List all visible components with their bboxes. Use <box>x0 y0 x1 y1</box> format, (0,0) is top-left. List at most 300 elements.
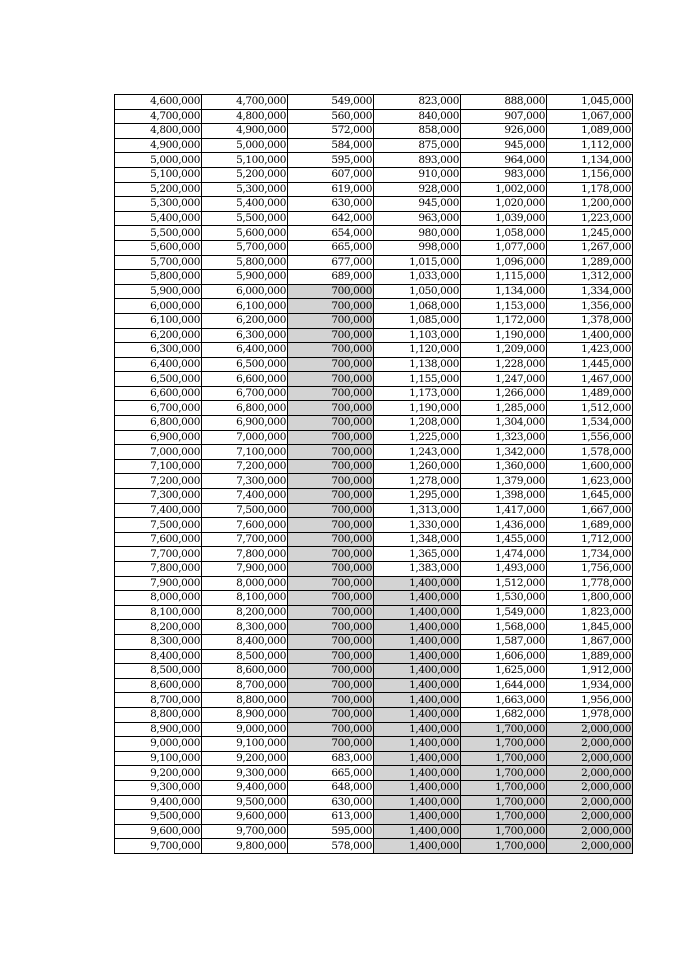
table-cell: 2,000,000 <box>547 810 633 825</box>
table-cell: 8,500,000 <box>202 649 288 664</box>
table-cell: 1,243,000 <box>374 445 461 460</box>
table-cell: 6,600,000 <box>202 372 288 387</box>
table-cell: 1,400,000 <box>374 707 461 722</box>
table-cell: 2,000,000 <box>547 795 633 810</box>
table-cell: 1,700,000 <box>461 722 547 737</box>
table-cell: 700,000 <box>288 299 374 314</box>
table-cell: 8,000,000 <box>202 576 288 591</box>
table-cell: 7,000,000 <box>115 445 202 460</box>
table-row <box>115 722 633 737</box>
table-cell: 1,778,000 <box>547 576 633 591</box>
table-cell: 1,445,000 <box>547 357 633 372</box>
table-cell: 1,378,000 <box>547 313 633 328</box>
table-cell: 700,000 <box>288 620 374 635</box>
table-row <box>115 343 633 358</box>
table-cell: 6,400,000 <box>115 357 202 372</box>
table-cell: 8,500,000 <box>115 664 202 679</box>
table-cell: 700,000 <box>288 445 374 460</box>
table-cell: 5,600,000 <box>202 226 288 241</box>
table-cell: 1,089,000 <box>547 124 633 139</box>
table-cell: 1,512,000 <box>547 401 633 416</box>
table-cell: 6,200,000 <box>202 313 288 328</box>
table-cell: 648,000 <box>288 780 374 795</box>
table-cell: 595,000 <box>288 153 374 168</box>
table-cell: 9,000,000 <box>202 722 288 737</box>
table-cell: 7,500,000 <box>202 503 288 518</box>
table-cell: 642,000 <box>288 211 374 226</box>
table-cell: 4,700,000 <box>202 95 288 110</box>
table-cell: 5,500,000 <box>202 211 288 226</box>
table-cell: 1,912,000 <box>547 664 633 679</box>
table-cell: 700,000 <box>288 416 374 431</box>
table-cell: 1,400,000 <box>374 591 461 606</box>
table-cell: 1,323,000 <box>461 430 547 445</box>
table-cell: 1,379,000 <box>461 474 547 489</box>
table-row <box>115 299 633 314</box>
table-cell: 654,000 <box>288 226 374 241</box>
table-row <box>115 489 633 504</box>
table-cell: 1,489,000 <box>547 386 633 401</box>
table-row <box>115 532 633 547</box>
table-cell: 700,000 <box>288 459 374 474</box>
table-cell: 1,400,000 <box>374 576 461 591</box>
table-cell: 8,600,000 <box>115 678 202 693</box>
table-cell: 1,400,000 <box>374 824 461 839</box>
table-cell: 700,000 <box>288 693 374 708</box>
table-cell: 1,978,000 <box>547 707 633 722</box>
table-cell: 1,348,000 <box>374 532 461 547</box>
table-cell: 5,700,000 <box>202 240 288 255</box>
table-row <box>115 795 633 810</box>
table-row <box>115 197 633 212</box>
table-cell: 9,400,000 <box>202 780 288 795</box>
table-cell: 1,304,000 <box>461 416 547 431</box>
table-cell: 1,625,000 <box>461 664 547 679</box>
table-cell: 1,050,000 <box>374 284 461 299</box>
table-cell: 5,300,000 <box>115 197 202 212</box>
table-row <box>115 270 633 285</box>
table-cell: 700,000 <box>288 357 374 372</box>
table-cell: 1,400,000 <box>374 795 461 810</box>
table-cell: 8,000,000 <box>115 591 202 606</box>
table-cell: 1,623,000 <box>547 474 633 489</box>
table-cell: 998,000 <box>374 240 461 255</box>
table-cell: 8,700,000 <box>115 693 202 708</box>
table-cell: 1,190,000 <box>374 401 461 416</box>
table-cell: 1,172,000 <box>461 313 547 328</box>
table-cell: 1,400,000 <box>374 605 461 620</box>
table-cell: 8,700,000 <box>202 678 288 693</box>
table-cell: 1,667,000 <box>547 503 633 518</box>
table-cell: 1,956,000 <box>547 693 633 708</box>
table-cell: 6,600,000 <box>115 386 202 401</box>
table-cell: 1,689,000 <box>547 518 633 533</box>
table-cell: 6,100,000 <box>202 299 288 314</box>
table-row <box>115 707 633 722</box>
table-cell: 1,313,000 <box>374 503 461 518</box>
table-cell: 7,200,000 <box>202 459 288 474</box>
table-cell: 1,134,000 <box>461 284 547 299</box>
table-cell: 945,000 <box>461 138 547 153</box>
table-cell: 1,360,000 <box>461 459 547 474</box>
table-row <box>115 605 633 620</box>
table-row <box>115 401 633 416</box>
table-row <box>115 416 633 431</box>
table-cell: 1,400,000 <box>374 751 461 766</box>
table-cell: 1,467,000 <box>547 372 633 387</box>
table-row <box>115 780 633 795</box>
table-cell: 1,682,000 <box>461 707 547 722</box>
table-cell: 700,000 <box>288 518 374 533</box>
table-cell: 619,000 <box>288 182 374 197</box>
table-cell: 1,644,000 <box>461 678 547 693</box>
table-cell: 7,800,000 <box>202 547 288 562</box>
table-cell: 9,500,000 <box>202 795 288 810</box>
table-cell: 1,400,000 <box>374 620 461 635</box>
table-cell: 1,085,000 <box>374 313 461 328</box>
table-cell: 1,845,000 <box>547 620 633 635</box>
table-cell: 1,734,000 <box>547 547 633 562</box>
table-cell: 7,600,000 <box>115 532 202 547</box>
table-cell: 1,493,000 <box>461 562 547 577</box>
table-cell: 1,606,000 <box>461 649 547 664</box>
table-cell: 1,103,000 <box>374 328 461 343</box>
table-cell: 6,500,000 <box>115 372 202 387</box>
table-cell: 1,115,000 <box>461 270 547 285</box>
table-cell: 1,400,000 <box>374 737 461 752</box>
table-cell: 630,000 <box>288 197 374 212</box>
table-cell: 6,500,000 <box>202 357 288 372</box>
table-cell: 1,285,000 <box>461 401 547 416</box>
table-cell: 1,400,000 <box>374 839 461 854</box>
table-row <box>115 693 633 708</box>
table-cell: 683,000 <box>288 751 374 766</box>
table-cell: 6,400,000 <box>202 343 288 358</box>
table-cell: 8,800,000 <box>202 693 288 708</box>
table-cell: 5,200,000 <box>115 182 202 197</box>
table-cell: 8,100,000 <box>115 605 202 620</box>
table-row <box>115 766 633 781</box>
table-row <box>115 386 633 401</box>
table-cell: 700,000 <box>288 532 374 547</box>
table-cell: 1,512,000 <box>461 576 547 591</box>
table-cell: 700,000 <box>288 707 374 722</box>
table-cell: 572,000 <box>288 124 374 139</box>
table-cell: 8,200,000 <box>202 605 288 620</box>
table-cell: 1,823,000 <box>547 605 633 620</box>
table-cell: 7,700,000 <box>202 532 288 547</box>
table-row <box>115 664 633 679</box>
table-cell: 980,000 <box>374 226 461 241</box>
table-row <box>115 313 633 328</box>
table-cell: 1,578,000 <box>547 445 633 460</box>
table-cell: 1,020,000 <box>461 197 547 212</box>
table-row <box>115 503 633 518</box>
table-cell: 5,800,000 <box>202 255 288 270</box>
table-cell: 893,000 <box>374 153 461 168</box>
table-cell: 8,900,000 <box>202 707 288 722</box>
table-cell: 8,200,000 <box>115 620 202 635</box>
table-cell: 7,900,000 <box>115 576 202 591</box>
table-row <box>115 839 633 854</box>
table-cell: 6,900,000 <box>115 430 202 445</box>
table-row <box>115 824 633 839</box>
table-cell: 1,015,000 <box>374 255 461 270</box>
table-cell: 1,330,000 <box>374 518 461 533</box>
table-row <box>115 678 633 693</box>
table-cell: 1,549,000 <box>461 605 547 620</box>
table-cell: 1,534,000 <box>547 416 633 431</box>
table-cell: 5,100,000 <box>202 153 288 168</box>
table-cell: 5,600,000 <box>115 240 202 255</box>
table-cell: 6,800,000 <box>115 416 202 431</box>
table-cell: 1,700,000 <box>461 810 547 825</box>
table-cell: 7,100,000 <box>202 445 288 460</box>
table-cell: 1,417,000 <box>461 503 547 518</box>
table-cell: 1,068,000 <box>374 299 461 314</box>
table-cell: 700,000 <box>288 634 374 649</box>
table-row <box>115 153 633 168</box>
table-cell: 700,000 <box>288 343 374 358</box>
table-cell: 1,556,000 <box>547 430 633 445</box>
table-row <box>115 620 633 635</box>
table-cell: 5,900,000 <box>115 284 202 299</box>
table-cell: 700,000 <box>288 386 374 401</box>
table-cell: 6,100,000 <box>115 313 202 328</box>
table-cell: 9,100,000 <box>202 737 288 752</box>
table-cell: 9,800,000 <box>202 839 288 854</box>
table-row <box>115 109 633 124</box>
table-cell: 1,200,000 <box>547 197 633 212</box>
table-cell: 1,312,000 <box>547 270 633 285</box>
table-cell: 700,000 <box>288 664 374 679</box>
table-cell: 630,000 <box>288 795 374 810</box>
table-cell: 963,000 <box>374 211 461 226</box>
table-cell: 1,120,000 <box>374 343 461 358</box>
table-cell: 6,700,000 <box>202 386 288 401</box>
table-cell: 2,000,000 <box>547 824 633 839</box>
table-cell: 1,568,000 <box>461 620 547 635</box>
table-cell: 7,300,000 <box>202 474 288 489</box>
table-cell: 700,000 <box>288 722 374 737</box>
table-row <box>115 737 633 752</box>
table-cell: 7,200,000 <box>115 474 202 489</box>
table-row <box>115 357 633 372</box>
table-row <box>115 562 633 577</box>
table-cell: 6,000,000 <box>202 284 288 299</box>
table-row <box>115 284 633 299</box>
table-row <box>115 255 633 270</box>
table-cell: 5,100,000 <box>115 167 202 182</box>
table-cell: 560,000 <box>288 109 374 124</box>
table-row <box>115 810 633 825</box>
table-cell: 2,000,000 <box>547 722 633 737</box>
table-cell: 1,155,000 <box>374 372 461 387</box>
table-cell: 7,400,000 <box>202 489 288 504</box>
table-cell: 700,000 <box>288 313 374 328</box>
table-row <box>115 547 633 562</box>
table-cell: 5,500,000 <box>115 226 202 241</box>
table-cell: 7,800,000 <box>115 562 202 577</box>
table-row <box>115 751 633 766</box>
table-cell: 5,400,000 <box>115 211 202 226</box>
table-cell: 700,000 <box>288 328 374 343</box>
table-cell: 1,173,000 <box>374 386 461 401</box>
table-cell: 1,400,000 <box>374 678 461 693</box>
table-cell: 1,225,000 <box>374 430 461 445</box>
table-cell: 928,000 <box>374 182 461 197</box>
table-cell: 9,500,000 <box>115 810 202 825</box>
table-cell: 1,267,000 <box>547 240 633 255</box>
table-cell: 677,000 <box>288 255 374 270</box>
table-cell: 9,100,000 <box>115 751 202 766</box>
table-cell: 8,800,000 <box>115 707 202 722</box>
table-cell: 1,342,000 <box>461 445 547 460</box>
table-cell: 1,260,000 <box>374 459 461 474</box>
table-cell: 875,000 <box>374 138 461 153</box>
table-cell: 858,000 <box>374 124 461 139</box>
table-cell: 1,398,000 <box>461 489 547 504</box>
table-row <box>115 211 633 226</box>
table-cell: 8,400,000 <box>202 634 288 649</box>
table-row <box>115 591 633 606</box>
table-cell: 926,000 <box>461 124 547 139</box>
table-cell: 700,000 <box>288 547 374 562</box>
table-cell: 1,712,000 <box>547 532 633 547</box>
table-cell: 8,600,000 <box>202 664 288 679</box>
table-cell: 6,300,000 <box>202 328 288 343</box>
table-cell: 700,000 <box>288 430 374 445</box>
table-cell: 6,800,000 <box>202 401 288 416</box>
table-row <box>115 445 633 460</box>
table-cell: 2,000,000 <box>547 766 633 781</box>
table-cell: 5,800,000 <box>115 270 202 285</box>
table-cell: 1,400,000 <box>374 766 461 781</box>
table-cell: 4,900,000 <box>202 124 288 139</box>
table-cell: 1,700,000 <box>461 839 547 854</box>
table-cell: 8,300,000 <box>202 620 288 635</box>
table-cell: 5,400,000 <box>202 197 288 212</box>
table-cell: 1,278,000 <box>374 474 461 489</box>
table-cell: 1,400,000 <box>374 664 461 679</box>
table-cell: 689,000 <box>288 270 374 285</box>
table-cell: 1,889,000 <box>547 649 633 664</box>
table-row <box>115 372 633 387</box>
table-cell: 1,266,000 <box>461 386 547 401</box>
table-cell: 595,000 <box>288 824 374 839</box>
table-cell: 7,300,000 <box>115 489 202 504</box>
table-row <box>115 138 633 153</box>
table-cell: 888,000 <box>461 95 547 110</box>
table-cell: 1,700,000 <box>461 737 547 752</box>
table-cell: 665,000 <box>288 766 374 781</box>
table-cell: 1,178,000 <box>547 182 633 197</box>
table-cell: 613,000 <box>288 810 374 825</box>
table-cell: 9,700,000 <box>115 839 202 854</box>
table-cell: 6,300,000 <box>115 343 202 358</box>
table-cell: 9,200,000 <box>202 751 288 766</box>
table-cell: 700,000 <box>288 737 374 752</box>
table-cell: 1,153,000 <box>461 299 547 314</box>
table-cell: 910,000 <box>374 167 461 182</box>
table-cell: 1,138,000 <box>374 357 461 372</box>
table-cell: 1,867,000 <box>547 634 633 649</box>
table-cell: 700,000 <box>288 372 374 387</box>
table-cell: 700,000 <box>288 401 374 416</box>
table-cell: 5,900,000 <box>202 270 288 285</box>
table-cell: 1,045,000 <box>547 95 633 110</box>
table-cell: 1,096,000 <box>461 255 547 270</box>
table-cell: 1,400,000 <box>547 328 633 343</box>
table-cell: 1,400,000 <box>374 649 461 664</box>
table-cell: 1,756,000 <box>547 562 633 577</box>
table-cell: 700,000 <box>288 649 374 664</box>
table-cell: 1,058,000 <box>461 226 547 241</box>
table-cell: 700,000 <box>288 678 374 693</box>
table-cell: 1,247,000 <box>461 372 547 387</box>
table-cell: 945,000 <box>374 197 461 212</box>
table-row <box>115 649 633 664</box>
table-cell: 700,000 <box>288 474 374 489</box>
table-cell: 4,900,000 <box>115 138 202 153</box>
table-row <box>115 459 633 474</box>
table-cell: 4,600,000 <box>115 95 202 110</box>
table-row <box>115 634 633 649</box>
table-row <box>115 182 633 197</box>
table-cell: 4,800,000 <box>202 109 288 124</box>
table-cell: 6,200,000 <box>115 328 202 343</box>
table-cell: 1,700,000 <box>461 780 547 795</box>
table-body <box>115 95 633 854</box>
table-cell: 7,600,000 <box>202 518 288 533</box>
table-row <box>115 328 633 343</box>
table-cell: 1,423,000 <box>547 343 633 358</box>
table-row <box>115 576 633 591</box>
table-cell: 700,000 <box>288 605 374 620</box>
table-row <box>115 226 633 241</box>
table-cell: 1,455,000 <box>461 532 547 547</box>
table-cell: 5,200,000 <box>202 167 288 182</box>
table-cell: 8,400,000 <box>115 649 202 664</box>
table-cell: 1,190,000 <box>461 328 547 343</box>
table-cell: 700,000 <box>288 503 374 518</box>
table-cell: 1,209,000 <box>461 343 547 358</box>
table-cell: 1,033,000 <box>374 270 461 285</box>
table-cell: 7,100,000 <box>115 459 202 474</box>
table-cell: 1,067,000 <box>547 109 633 124</box>
table-cell: 8,100,000 <box>202 591 288 606</box>
table-cell: 6,900,000 <box>202 416 288 431</box>
table-cell: 1,700,000 <box>461 824 547 839</box>
table-cell: 1,002,000 <box>461 182 547 197</box>
table-row <box>115 95 633 110</box>
table-cell: 7,500,000 <box>115 518 202 533</box>
table-cell: 5,000,000 <box>115 153 202 168</box>
table-cell: 1,383,000 <box>374 562 461 577</box>
table-cell: 584,000 <box>288 138 374 153</box>
table-row <box>115 430 633 445</box>
table-cell: 1,934,000 <box>547 678 633 693</box>
table-cell: 1,400,000 <box>374 693 461 708</box>
table-cell: 1,356,000 <box>547 299 633 314</box>
table-cell: 1,400,000 <box>374 634 461 649</box>
table-cell: 7,400,000 <box>115 503 202 518</box>
table-cell: 1,228,000 <box>461 357 547 372</box>
table-cell: 700,000 <box>288 576 374 591</box>
table-cell: 5,300,000 <box>202 182 288 197</box>
table-cell: 1,134,000 <box>547 153 633 168</box>
table-cell: 983,000 <box>461 167 547 182</box>
